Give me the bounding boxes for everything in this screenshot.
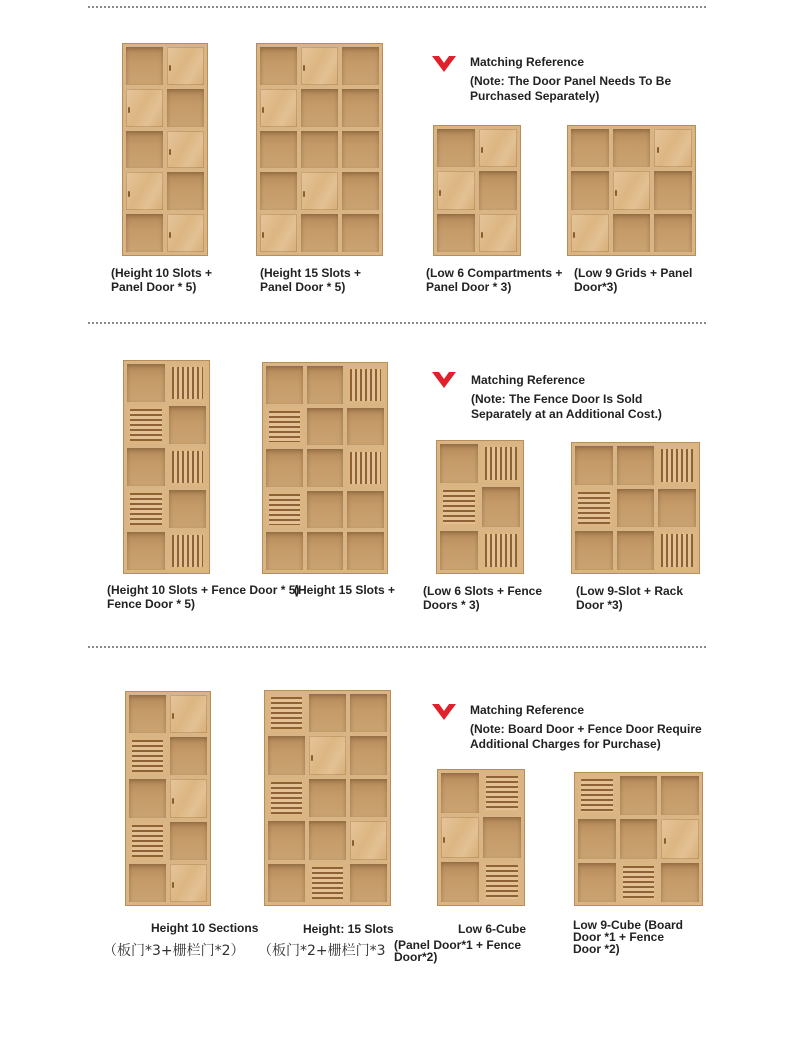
bookcase-high-10-mixed <box>125 691 211 906</box>
note-text: (Note: The Fence Door Is Sold Separately at an Additional Cost.) <box>471 392 662 421</box>
bookcase-high-15-mixed <box>264 690 391 906</box>
caption-low-6: (Low 6 Compartments + Panel Door * 3) <box>426 266 563 294</box>
note-text: (Note: Board Door + Fence Door Require Additional Charges for Purchase) <box>470 722 702 751</box>
caption-high-15-mixed: Height: 15 Slots <box>303 922 394 936</box>
bookcase-high-15-fence <box>262 362 388 574</box>
section-divider <box>88 646 706 648</box>
bookcase-low-6-fence <box>436 440 524 574</box>
red-down-arrow-icon <box>432 56 456 72</box>
caption-low-6-fence: (Low 6 Slots + Fence Doors * 3) <box>423 584 543 612</box>
caption-high-15-fence: (Height 15 Slots + <box>294 583 396 597</box>
note-text: (Note: The Door Panel Needs To Be Purchased Separately) <box>470 74 672 103</box>
caption-low-6-doors: (Panel Door*1 + Fence Door*2) <box>394 938 522 964</box>
caption-high-15: (Height 15 Slots + Panel Door * 5) <box>260 266 362 294</box>
caption-high-10-fence: (Height 10 Slots + Fence Door * 5) Fence Door * 5) <box>107 583 300 611</box>
section-divider <box>88 6 706 8</box>
bookcase-low-6-mixed <box>437 769 525 906</box>
bookcase-high-10-fence <box>123 360 210 574</box>
red-down-arrow-icon <box>432 372 456 388</box>
bookcase-low-9-mixed <box>574 772 703 906</box>
bookcase-high-15-panel <box>256 43 383 256</box>
caption-low-9: (Low 9 Grids + Panel Door*3) <box>574 266 693 294</box>
caption-high-10: (Height 10 Slots + Panel Door * 5) <box>111 266 213 294</box>
caption-low-9-fence: (Low 9-Slot + Rack Door *3) <box>576 584 684 612</box>
caption-high-10-mixed: Height 10 Sections <box>151 921 259 935</box>
bookcase-low-6-panel <box>433 125 521 256</box>
bookcase-high-10-panel <box>122 43 208 256</box>
caption-cn-high-15: （板门*2+栅栏门*3 <box>258 943 386 959</box>
note-title: Matching Reference <box>470 55 585 69</box>
bookcase-low-9-fence <box>571 442 700 574</box>
bookcase-low-9-panel <box>567 125 696 256</box>
caption-low-9-mixed: Low 9-Cube (Board Door *1 + Fence Door *2) <box>573 918 683 956</box>
caption-low-6-mixed: Low 6-Cube <box>458 922 526 936</box>
red-down-arrow-icon <box>432 704 456 720</box>
section-divider <box>88 322 706 324</box>
note-title: Matching Reference <box>470 703 585 717</box>
caption-cn-high-10: （板门*3+栅栏门*2） <box>103 943 245 959</box>
note-title: Matching Reference <box>471 373 586 387</box>
